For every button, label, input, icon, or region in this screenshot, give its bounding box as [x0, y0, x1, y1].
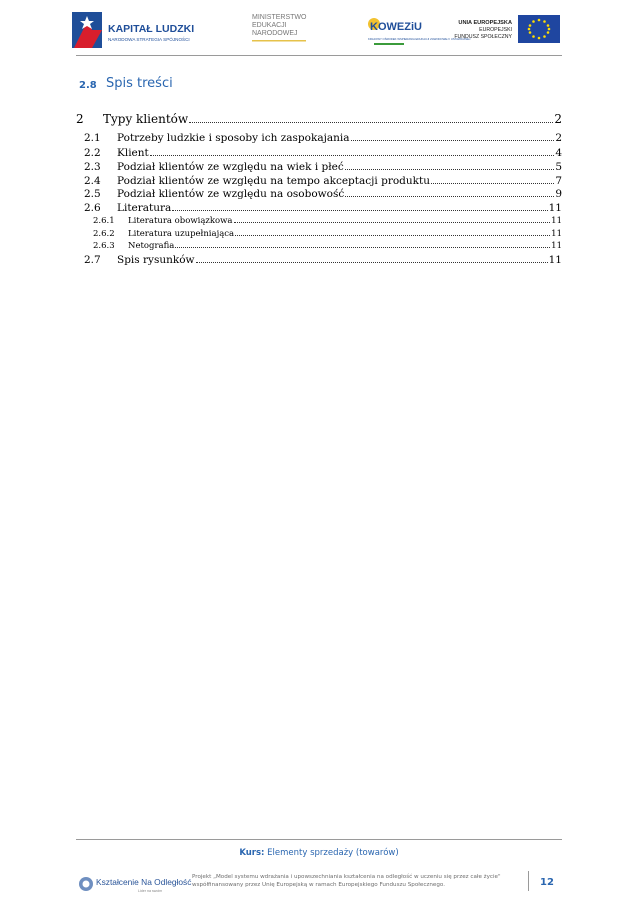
svg-text:KAPITAŁ LUDZKI: KAPITAŁ LUDZKI — [108, 23, 195, 35]
toc-page: 11 — [551, 241, 562, 252]
toc-number: 2.6.3 — [93, 241, 115, 252]
toc-number: 2.1 — [84, 132, 101, 144]
toc-entry[interactable] — [84, 161, 562, 173]
eu-logo — [454, 8, 564, 52]
toc-page: 2 — [555, 132, 562, 144]
svg-text:NARODOWEJ: NARODOWEJ — [252, 30, 298, 37]
toc-entry[interactable] — [93, 229, 562, 239]
course-label: Kurs: — [239, 848, 265, 858]
toc-title: Typy klientów — [103, 112, 189, 126]
toc-number: 2 — [76, 112, 84, 126]
toc-page: 11 — [551, 229, 562, 240]
toc-page: 11 — [548, 202, 562, 214]
svg-text:EDUKACJI: EDUKACJI — [252, 22, 287, 29]
toc-page: 5 — [555, 161, 562, 173]
toc-leader — [196, 254, 548, 263]
toc-leader — [431, 175, 554, 184]
toc-entry[interactable] — [84, 188, 562, 200]
kno-logo — [78, 874, 192, 894]
toc-number: 2.4 — [84, 175, 101, 187]
header-divider — [76, 55, 562, 56]
svg-text:UNIA EUROPEJSKA: UNIA EUROPEJSKA — [458, 20, 512, 26]
toc-page: 4 — [555, 147, 562, 159]
svg-text:EUROPEJSKI: EUROPEJSKI — [479, 27, 512, 33]
toc-number: 2.6.1 — [93, 216, 115, 227]
toc-leader — [150, 147, 555, 156]
toc-title: Spis rysunków — [117, 254, 195, 266]
toc-entry[interactable] — [84, 202, 562, 214]
toc-title: Podział klientów ze względu na osobowość — [117, 188, 345, 200]
footer-divider — [76, 839, 562, 840]
header-logos — [70, 8, 564, 56]
section-number: 2.8 — [79, 80, 97, 91]
project-line-2: współfinansowany przez Unię Europejską w ramach Europejskiego Funduszu Społecznego. — [192, 882, 445, 888]
kapital-ludzki-logo — [70, 8, 210, 52]
toc-title: Podział klientów ze względu na wiek i płeć — [117, 161, 344, 173]
toc-page: 7 — [555, 175, 562, 187]
project-line-1: Projekt „Model systemu wdrażania i upowszechniania kształcenia na odległość w uczeniu się przez całe życie" — [192, 874, 501, 880]
toc-title: Podział klientów ze względu na tempo akceptacji produktu — [117, 175, 430, 187]
svg-text:KRAJOWY OŚRODEK WSPIERANIA EDU: KRAJOWY OŚRODEK WSPIERANIA EDUKACJI ZAWODOWEJ I USTAWICZNEJ — [368, 37, 471, 41]
toc-title: Netografia — [128, 241, 175, 252]
toc-title: Literatura uzupełniająca — [128, 229, 235, 240]
toc-number: 2.2 — [84, 147, 101, 159]
svg-text:Kształcenie Na Odległość: Kształcenie Na Odległość — [96, 877, 192, 887]
toc-leader — [235, 229, 550, 236]
toc-page: 2 — [554, 112, 562, 126]
toc-title: Potrzeby ludzkie i sposoby ich zaspokajania — [117, 132, 350, 144]
toc-entry[interactable] — [93, 216, 562, 226]
toc-entry[interactable] — [84, 175, 562, 187]
toc-entry[interactable] — [84, 254, 562, 266]
svg-text:KOWEZiU: KOWEZiU — [370, 21, 422, 33]
toc-leader — [234, 216, 551, 223]
toc-number: 2.6.2 — [93, 229, 115, 240]
page-number: 12 — [540, 877, 554, 888]
toc-entry[interactable] — [76, 112, 562, 126]
footer-separator — [528, 871, 529, 891]
toc-number: 2.7 — [84, 254, 101, 266]
svg-text:FUNDUSZ SPOŁECZNY: FUNDUSZ SPOŁECZNY — [454, 34, 512, 40]
section-title: Spis treści — [106, 76, 173, 91]
toc-entry[interactable] — [84, 147, 562, 159]
toc-page: 9 — [555, 188, 562, 200]
toc-number: 2.5 — [84, 188, 101, 200]
toc-number: 2.6 — [84, 202, 101, 214]
svg-text:MINISTERSTWO: MINISTERSTWO — [252, 14, 307, 21]
toc-leader — [175, 241, 550, 248]
toc-title: Klient — [117, 147, 149, 159]
toc-leader — [172, 202, 547, 211]
footer-course — [0, 848, 638, 858]
toc-page: 11 — [548, 254, 562, 266]
ministry-logo — [250, 8, 320, 52]
svg-text:Lider na swoim: Lider na swoim — [138, 889, 163, 893]
svg-text:NARODOWA STRATEGIA SPÓJNOŚCI: NARODOWA STRATEGIA SPÓJNOŚCI — [108, 37, 190, 42]
toc-title: Literatura — [117, 202, 172, 214]
toc-entry[interactable] — [84, 132, 562, 144]
toc-leader — [351, 132, 555, 141]
toc-leader — [189, 113, 553, 123]
toc-leader — [345, 188, 554, 197]
toc-page: 11 — [551, 216, 562, 227]
project-note — [192, 873, 518, 889]
toc-title: Literatura obowiązkowa — [128, 216, 233, 227]
course-name: Elementy sprzedaży (towarów) — [267, 848, 399, 858]
toc-leader — [345, 161, 555, 170]
toc-entry[interactable] — [93, 241, 562, 251]
toc-number: 2.3 — [84, 161, 101, 173]
koweziu-logo — [360, 8, 471, 52]
